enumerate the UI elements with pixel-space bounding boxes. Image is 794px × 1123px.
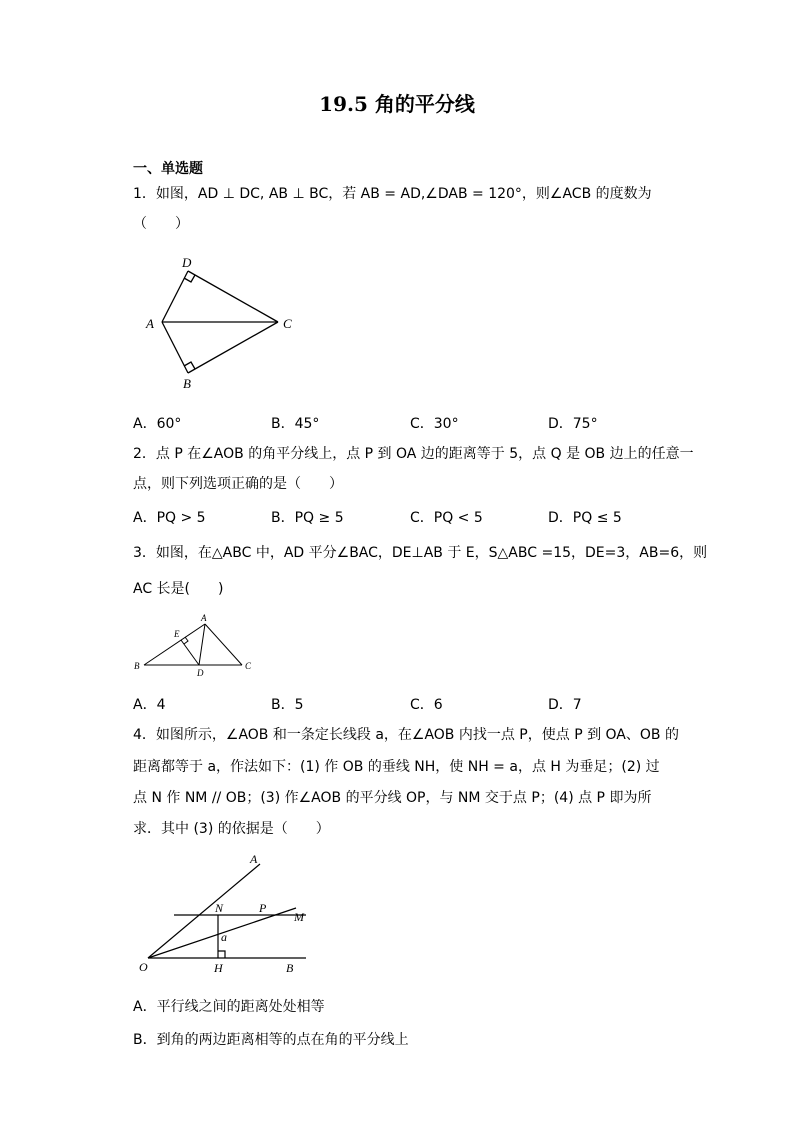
- q3-label-A: A: [201, 613, 207, 623]
- q1-label-D: D: [182, 255, 192, 270]
- q1-seg-BC: [188, 322, 278, 373]
- q4-stem-line4: 求．其中 (3) 的依据是（ ）: [133, 821, 330, 837]
- q4-stem-line1: 4．如图所示，∠AOB 和一条定长线段 a，在∠AOB 内找一点 P，使点 P 到 OA、OB 的: [133, 727, 679, 743]
- q3-label-D: D: [197, 668, 204, 678]
- q4-figure: [130, 848, 320, 978]
- q1-label-A: A: [146, 316, 154, 331]
- q1-label-B: B: [183, 376, 191, 391]
- q1-stem-line1: 1．如图，AD ⊥ DC, AB ⊥ BC，若 AB = AD,∠DAB = 120°，则∠ACB 的度数为: [133, 186, 652, 202]
- q3-stem-line1: 3．如图，在△ABC 中，AD 平分∠BAC，DE⊥AB 于 E，S△ABC =15，DE=3，AB=6，则: [133, 545, 708, 561]
- q3-option-a[interactable]: A．4: [133, 697, 166, 713]
- q1-option-c[interactable]: C．30°: [410, 416, 459, 432]
- q3-option-b[interactable]: B．5: [271, 697, 304, 713]
- q1-seg-DC: [188, 271, 278, 322]
- q4-label-A: A: [250, 852, 258, 866]
- q1-stem-line2: （ ）: [133, 216, 189, 232]
- q4-option-a[interactable]: A．平行线之间的距离处处相等: [133, 999, 325, 1015]
- q3-seg-AC: [205, 624, 242, 665]
- q1-option-b[interactable]: B．45°: [271, 416, 320, 432]
- q2-stem-line1: 2．点 P 在∠AOB 的角平分线上，点 P 到 OA 边的距离等于 5，点 Q 是 OB 边上的任意一: [133, 446, 694, 462]
- q2-stem-line2: 点，则下列选项正确的是（ ）: [133, 476, 343, 492]
- q4-label-M: M: [294, 910, 304, 924]
- q3-stem-line2: AC 长是( ): [133, 581, 224, 597]
- q2-option-a[interactable]: A．PQ > 5: [133, 510, 206, 526]
- q4-stem-line2: 距离都等于 a，作法如下：(1) 作 OB 的垂线 NH，使 NH = a，点 H 为垂足；(2) 过: [133, 759, 660, 775]
- q3-label-E: E: [174, 629, 180, 639]
- section-heading: 一、单选题: [133, 161, 203, 177]
- q1-option-a[interactable]: A．60°: [133, 416, 182, 432]
- q3-seg-AD: [199, 624, 205, 665]
- q4-label-a: a: [221, 930, 227, 944]
- q2-option-d[interactable]: D．PQ ≤ 5: [548, 510, 622, 526]
- q4-option-b[interactable]: B．到角的两边距离相等的点在角的平分线上: [133, 1032, 409, 1048]
- q4-label-B: B: [286, 961, 294, 975]
- q1-option-d[interactable]: D．75°: [548, 416, 598, 432]
- q1-label-C: C: [283, 316, 292, 331]
- q2-option-b[interactable]: B．PQ ≥ 5: [271, 510, 344, 526]
- q3-option-d[interactable]: D．7: [548, 697, 582, 713]
- q3-label-C: C: [245, 661, 252, 671]
- q3-label-B: B: [134, 661, 140, 671]
- q4-right-angle-H: [218, 951, 225, 958]
- q4-ray-OA: [148, 864, 260, 958]
- q4-stem-line3: 点 N 作 NM // OB；(3) 作∠AOB 的平分线 OP，与 NM 交于点 P；(4) 点 P 即为所: [133, 790, 652, 806]
- q1-figure: [140, 252, 310, 392]
- q4-label-O: O: [139, 960, 148, 974]
- q2-option-c[interactable]: C．PQ < 5: [410, 510, 483, 526]
- q3-seg-DE: [181, 640, 199, 665]
- q3-figure: [128, 610, 262, 680]
- q4-label-P: P: [259, 901, 267, 915]
- q4-label-N: N: [215, 901, 224, 915]
- q4-label-H: H: [214, 961, 223, 975]
- page-title: 19.5 角的平分线: [319, 92, 475, 116]
- q3-option-c[interactable]: C．6: [410, 697, 443, 713]
